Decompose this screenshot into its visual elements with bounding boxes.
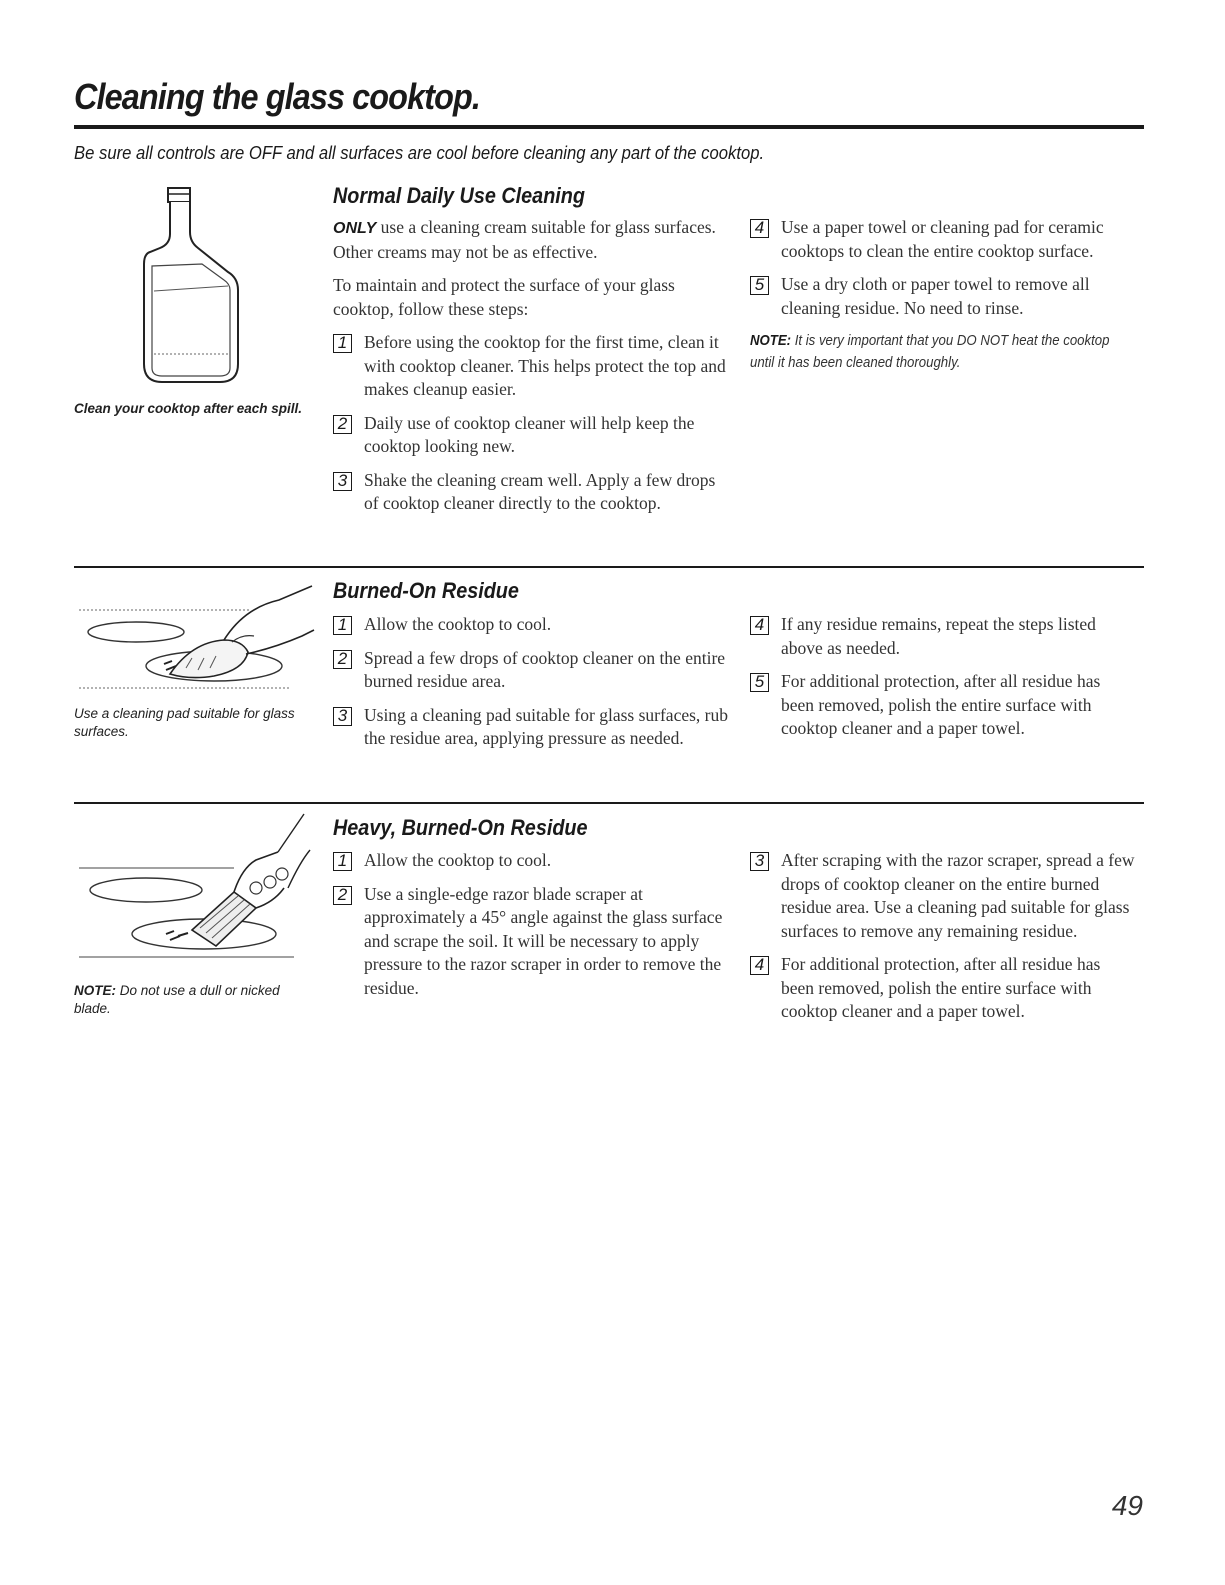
section-divider <box>74 802 1144 804</box>
step-number-box: 2 <box>333 415 352 434</box>
cleaning-pad-illustration <box>74 578 324 698</box>
section1-right-column <box>750 216 1135 374</box>
step-number-box: 4 <box>750 956 769 975</box>
title-rule <box>74 125 1144 129</box>
step-number-box: 4 <box>750 616 769 635</box>
step-item <box>333 647 728 694</box>
section1-intro-lead: ONLY <box>333 220 377 237</box>
section1-intro <box>333 216 728 264</box>
step-text: Allow the cooktop to cool. <box>364 614 552 634</box>
section1-intro2: To maintain and protect the surface of your glass cooktop, follow these steps: <box>333 275 675 319</box>
step-text: Daily use of cooktop cleaner will help keep the cooktop looking new. <box>364 412 695 456</box>
section3-right-column <box>750 849 1135 1034</box>
step-text: Allow the cooktop to cool. <box>364 850 552 870</box>
section2-heading: Burned-On Residue <box>333 578 519 603</box>
step-item <box>750 216 1135 263</box>
step-item <box>333 704 728 751</box>
step-text: Before using the cooktop for the first time, clean it with cooktop cleaner. This helps protect the top and makes cleanup easier. <box>364 332 726 399</box>
step-item <box>750 849 1135 943</box>
step-item <box>333 331 728 402</box>
step-number-box: 1 <box>333 334 352 353</box>
step-number-box: 5 <box>750 276 769 295</box>
section3-left-column <box>333 849 728 1010</box>
step-text: Using a cleaning pad suitable for glass surfaces, rub the residue area, applying pressure as needed. <box>364 704 728 748</box>
note-text: It is very important that you DO NOT heat the cooktop until it has been cleaned thoroughly. <box>750 332 1110 371</box>
caption-note-text: Do not use a dull or nicked blade. <box>74 983 280 1016</box>
step-text: Spread a few drops of cooktop cleaner on the entire burned residue area. <box>364 647 726 691</box>
step-number-box: 2 <box>333 886 352 905</box>
section1-intro-text: use a cleaning cream suitable for glass surfaces. Other creams may not be as effective. <box>333 217 716 262</box>
step-item <box>750 670 1135 741</box>
step-text: For additional protection, after all residue has been removed, polish the entire surface with cooktop cleaner and a paper towel. <box>781 671 1101 738</box>
step-text: Use a paper towel or cleaning pad for ceramic cooktops to clean the entire cooktop surface. <box>781 217 1104 261</box>
step-number-box: 2 <box>333 650 352 669</box>
step-text: Use a dry cloth or paper towel to remove all cleaning residue. No need to rinse. <box>781 274 1090 318</box>
section3-caption <box>74 982 304 1018</box>
step-number-box: 4 <box>750 219 769 238</box>
section1-heading: Normal Daily Use Cleaning <box>333 183 585 208</box>
section2-right-column <box>750 613 1135 751</box>
note-label: NOTE: <box>750 332 792 349</box>
step-number-box: 3 <box>333 707 352 726</box>
step-text: After scraping with the razor scraper, spread a few drops of cooktop cleaner on the entire burned residue area. Use a cleaning pad suitable for glass surfaces to remove any remaining residue. <box>781 850 1135 941</box>
section1-caption: Clean your cooktop after each spill. <box>74 401 303 416</box>
step-number-box: 1 <box>333 852 352 871</box>
step-text: Use a single-edge razor blade scraper at approximately a 45° angle against the glass surface and scrape the soil. It will be necessary to apply pressure to the razor scraper in order to remove the residue. <box>364 883 723 998</box>
step-item <box>333 412 728 459</box>
section-divider <box>74 566 1144 568</box>
step-text: Shake the cleaning cream well. Apply a few drops of cooktop cleaner directly to the cooktop. <box>364 469 716 513</box>
caption-note-label: NOTE: <box>74 983 116 998</box>
section1-note <box>750 330 1133 374</box>
step-number-box: 3 <box>750 852 769 871</box>
page-subtitle: Be sure all controls are OFF and all surfaces are cool before cleaning any part of the cooktop. <box>74 142 765 163</box>
step-item <box>333 849 728 873</box>
step-item <box>750 273 1135 320</box>
step-text: For additional protection, after all residue has been removed, polish the entire surface with cooktop cleaner and a paper towel. <box>781 954 1101 1021</box>
step-number-box: 3 <box>333 472 352 491</box>
step-number-box: 1 <box>333 616 352 635</box>
page-title: Cleaning the glass cooktop. <box>74 76 480 117</box>
section1-left-column <box>333 216 728 526</box>
page-number: 49 <box>1111 1490 1143 1521</box>
razor-scraper-illustration <box>74 812 324 972</box>
section2-left-column <box>333 613 728 761</box>
section3-heading: Heavy, Burned-On Residue <box>333 815 588 840</box>
step-item <box>333 613 728 637</box>
step-number-box: 5 <box>750 673 769 692</box>
step-item <box>750 953 1135 1024</box>
section2-caption: Use a cleaning pad suitable for glass surfaces. <box>74 706 295 739</box>
step-item <box>333 469 728 516</box>
step-text: If any residue remains, repeat the steps listed above as needed. <box>781 614 1096 658</box>
step-item <box>750 613 1135 660</box>
step-item <box>333 883 728 1001</box>
cleaner-bottle-illustration <box>140 186 250 386</box>
